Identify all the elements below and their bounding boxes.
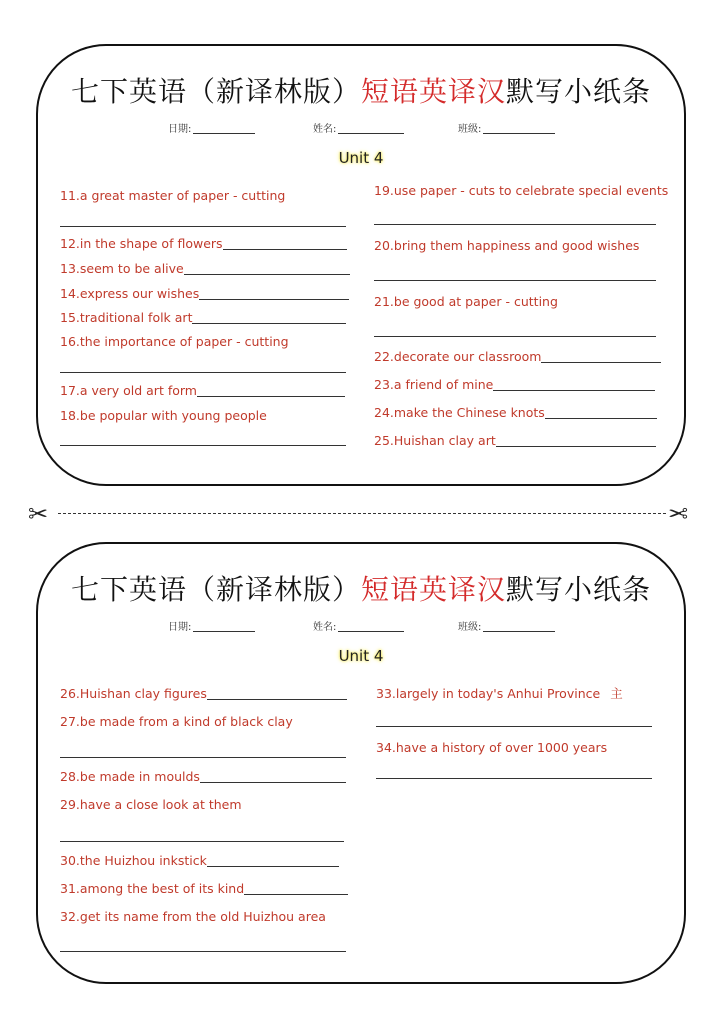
phrase-item — [374, 377, 655, 392]
answer-line[interactable] — [223, 249, 347, 250]
answer-line[interactable] — [374, 280, 656, 281]
phrase-item — [374, 433, 656, 448]
class-label: 班级: — [458, 124, 482, 135]
scissors-icon: ✂ — [28, 500, 49, 528]
phrase-text: 31.among the best of its kind — [60, 881, 245, 896]
answer-line[interactable] — [244, 894, 348, 895]
answer-line[interactable] — [60, 226, 346, 227]
phrase-item: 18.be popular with young people — [60, 408, 267, 423]
unit-label: Unit 4 — [338, 149, 384, 167]
answer-line[interactable] — [60, 841, 344, 842]
answer-line[interactable] — [374, 336, 656, 337]
answer-line[interactable] — [184, 274, 350, 275]
phrase-item — [60, 261, 350, 276]
phrase-text: 24.make the Chinese knots — [374, 405, 545, 420]
phrase-text: 33.largely in today's Anhui Province — [376, 686, 601, 701]
phrase-item: 21.be good at paper - cutting — [374, 294, 558, 309]
phrase-text: 14.express our wishes — [60, 286, 200, 301]
name-label: 姓名: — [313, 622, 337, 633]
class-field[interactable] — [458, 120, 555, 135]
answer-line[interactable] — [199, 299, 349, 300]
title-highlight: 短语英译汉 — [360, 573, 506, 606]
answer-line[interactable] — [197, 396, 345, 397]
unit-label: Unit 4 — [338, 647, 384, 665]
answer-line[interactable] — [207, 699, 347, 700]
answer-line[interactable] — [545, 418, 657, 419]
answer-line[interactable] — [374, 224, 656, 225]
phrase-item — [60, 769, 346, 784]
dictation-card-bottom — [36, 542, 686, 984]
stray-mark: 主 — [610, 686, 623, 701]
answer-line[interactable] — [192, 323, 346, 324]
answer-line[interactable] — [496, 446, 656, 447]
phrase-text: 30.the Huizhou inkstick — [60, 853, 207, 868]
title-prefix: 七下英语（新译林版） — [70, 75, 361, 108]
class-field[interactable] — [458, 618, 555, 633]
phrase-item: 20.bring them happiness and good wishes — [374, 238, 640, 253]
name-field[interactable] — [313, 120, 404, 135]
phrase-item: 34.have a history of over 1000 years — [376, 740, 608, 755]
phrase-text: 23.a friend of mine — [374, 377, 494, 392]
answer-line[interactable] — [493, 390, 655, 391]
title-suffix: 默写小纸条 — [506, 75, 652, 108]
date-label: 日期: — [168, 622, 192, 633]
phrase-item — [376, 684, 623, 702]
date-field[interactable] — [168, 618, 255, 633]
date-label: 日期: — [168, 124, 192, 135]
sheet-title — [38, 568, 684, 608]
phrase-item: 27.be made from a kind of black clay — [60, 714, 293, 729]
title-prefix: 七下英语（新译林版） — [70, 573, 361, 606]
phrase-text: 25.Huishan clay art — [374, 433, 496, 448]
answer-line[interactable] — [200, 782, 346, 783]
phrase-item: 32.get its name from the old Huizhou area — [60, 909, 326, 924]
scissors-icon: ✂ — [668, 500, 689, 528]
phrase-item: 16.the importance of paper - cutting — [60, 334, 289, 349]
phrase-item — [60, 236, 347, 251]
answer-line[interactable] — [541, 362, 661, 363]
phrase-text: 12.in the shape of flowers — [60, 236, 223, 251]
answer-line[interactable] — [60, 757, 346, 758]
phrase-item: 29.have a close look at them — [60, 797, 242, 812]
phrase-item: 19.use paper - cuts to celebrate special events — [374, 183, 669, 198]
phrase-item — [60, 853, 339, 868]
answer-line[interactable] — [207, 866, 339, 867]
answer-line[interactable] — [376, 726, 652, 727]
class-label: 班级: — [458, 622, 482, 633]
title-highlight: 短语英译汉 — [360, 75, 506, 108]
phrase-item — [60, 286, 349, 301]
phrase-item — [374, 405, 657, 420]
sheet-title — [38, 70, 684, 110]
phrase-text: 15.traditional folk art — [60, 310, 193, 325]
phrase-text: 22.decorate our classroom — [374, 349, 542, 364]
title-suffix: 默写小纸条 — [506, 573, 652, 606]
phrase-text: 17.a very old art form — [60, 383, 197, 398]
answer-line[interactable] — [376, 778, 652, 779]
phrase-item — [374, 349, 661, 364]
name-field[interactable] — [313, 618, 404, 633]
phrase-item — [60, 310, 346, 325]
name-label: 姓名: — [313, 124, 337, 135]
dictation-card-top — [36, 44, 686, 486]
phrase-item: 11.a great master of paper - cutting — [60, 188, 286, 203]
phrase-item — [60, 881, 348, 896]
phrase-item — [60, 383, 345, 398]
answer-line[interactable] — [60, 951, 346, 952]
phrase-item — [60, 686, 347, 701]
date-field[interactable] — [168, 120, 255, 135]
answer-line[interactable] — [60, 445, 346, 446]
phrase-text: 28.be made in moulds — [60, 769, 200, 784]
phrase-text: 26.Huishan clay figures — [60, 686, 207, 701]
answer-line[interactable] — [60, 372, 346, 373]
cut-line-divider — [58, 513, 666, 514]
phrase-text: 13.seem to be alive — [60, 261, 184, 276]
